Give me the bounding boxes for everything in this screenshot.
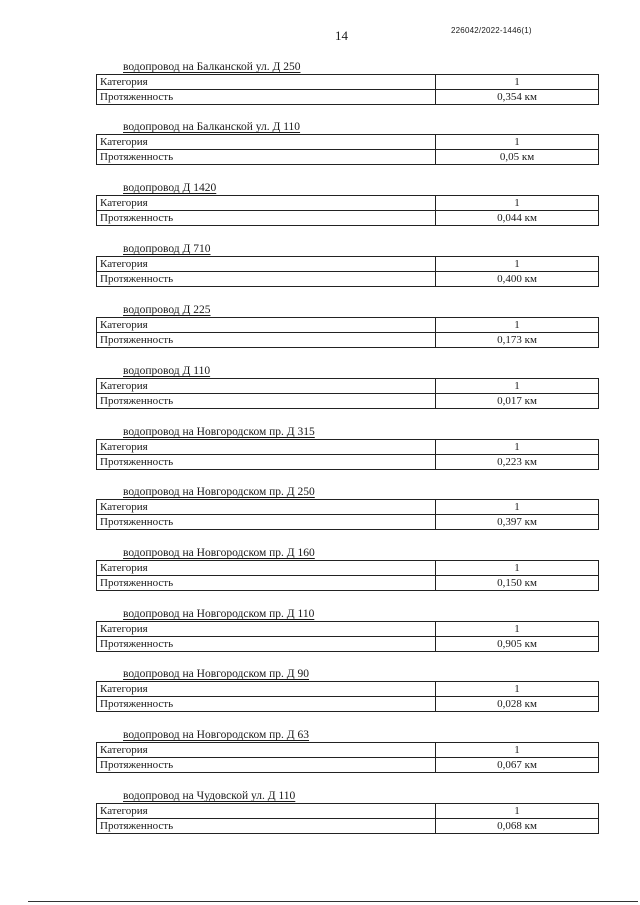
- row-value: 1: [514, 441, 520, 453]
- table-row: [97, 393, 598, 408]
- section-title: водопровод на Новгородском пр. Д 90: [123, 668, 310, 680]
- table-row: [97, 210, 598, 225]
- row-value: 0,223 км: [497, 456, 537, 468]
- property-table: [96, 499, 599, 530]
- section-title: водопровод Д 710: [123, 243, 211, 255]
- property-table: [96, 74, 599, 105]
- property-table: [96, 803, 599, 834]
- table-row: [97, 696, 598, 711]
- row-label: Протяженность: [97, 515, 436, 529]
- row-label: Протяженность: [97, 150, 436, 164]
- row-value: 1: [514, 197, 520, 209]
- row-value: 0,017 км: [497, 395, 537, 407]
- property-table: [96, 439, 599, 470]
- table-row: [97, 271, 598, 286]
- property-table: [96, 134, 599, 165]
- row-label: Протяженность: [97, 819, 436, 833]
- row-value: 0,354 км: [497, 91, 537, 103]
- property-table: [96, 621, 599, 652]
- section-title: водопровод Д 225: [123, 304, 211, 316]
- table-row: [97, 804, 598, 818]
- row-value: 0,397 км: [497, 516, 537, 528]
- property-table: [96, 256, 599, 287]
- table-row: [97, 622, 598, 636]
- row-value: 1: [514, 76, 520, 88]
- page-number: 14: [335, 28, 348, 43]
- document-code: 226042/2022-1446(1): [451, 26, 532, 35]
- row-label: Категория: [97, 257, 436, 271]
- property-table: [96, 378, 599, 409]
- row-value: 1: [514, 501, 520, 513]
- table-row: [97, 682, 598, 696]
- row-label: Категория: [97, 379, 436, 393]
- table-row: [97, 149, 598, 164]
- section-title: водопровод на Новгородском пр. Д 110: [123, 608, 315, 620]
- row-label: Протяженность: [97, 758, 436, 772]
- row-label: Протяженность: [97, 455, 436, 469]
- property-table: [96, 560, 599, 591]
- section-title: водопровод на Балканской ул. Д 110: [123, 121, 301, 133]
- row-value: 0,044 км: [497, 212, 537, 224]
- row-value: 1: [514, 562, 520, 574]
- row-value: 1: [514, 319, 520, 331]
- table-row: [97, 196, 598, 210]
- table-row: [97, 500, 598, 514]
- table-row: [97, 454, 598, 469]
- table-row: [97, 818, 598, 833]
- table-row: [97, 743, 598, 757]
- table-row: [97, 135, 598, 149]
- row-label: Категория: [97, 318, 436, 332]
- table-row: [97, 75, 598, 89]
- section-title: водопровод на Новгородском пр. Д 160: [123, 547, 315, 559]
- property-table: [96, 681, 599, 712]
- row-value: 0,905 км: [497, 638, 537, 650]
- row-value: 1: [514, 380, 520, 392]
- row-value: 1: [514, 623, 520, 635]
- table-row: [97, 575, 598, 590]
- row-value: 0,068 км: [497, 820, 537, 832]
- row-label: Категория: [97, 622, 436, 636]
- row-value: 0,150 км: [497, 577, 537, 589]
- row-label: Категория: [97, 135, 436, 149]
- property-table: [96, 317, 599, 348]
- section-title: водопровод на Чудовской ул. Д 110: [123, 790, 296, 802]
- row-label: Категория: [97, 440, 436, 454]
- table-row: [97, 379, 598, 393]
- row-label: Протяженность: [97, 394, 436, 408]
- row-label: Протяженность: [97, 637, 436, 651]
- row-value: 0,067 км: [497, 759, 537, 771]
- table-row: [97, 636, 598, 651]
- row-label: Категория: [97, 196, 436, 210]
- row-value: 1: [514, 744, 520, 756]
- table-row: [97, 757, 598, 772]
- table-row: [97, 440, 598, 454]
- row-label: Протяженность: [97, 272, 436, 286]
- row-value: 0,400 км: [497, 273, 537, 285]
- row-value: 1: [514, 258, 520, 270]
- section-title: водопровод Д 1420: [123, 182, 217, 194]
- property-table: [96, 742, 599, 773]
- row-value: 1: [514, 136, 520, 148]
- section-title: водопровод Д 110: [123, 365, 211, 377]
- table-row: [97, 332, 598, 347]
- footer-rule: [28, 901, 638, 902]
- section-title: водопровод на Новгородском пр. Д 63: [123, 729, 310, 741]
- table-row: [97, 257, 598, 271]
- row-value: 0,028 км: [497, 698, 537, 710]
- row-label: Протяженность: [97, 211, 436, 225]
- row-label: Протяженность: [97, 333, 436, 347]
- row-label: Протяженность: [97, 576, 436, 590]
- row-label: Категория: [97, 561, 436, 575]
- section-title: водопровод на Балканской ул. Д 250: [123, 61, 301, 73]
- row-label: Протяженность: [97, 90, 436, 104]
- section-title: водопровод на Новгородском пр. Д 250: [123, 486, 315, 498]
- table-row: [97, 89, 598, 104]
- row-value: 0,05 км: [499, 151, 535, 163]
- row-label: Категория: [97, 804, 436, 818]
- table-row: [97, 561, 598, 575]
- table-row: [97, 318, 598, 332]
- row-label: Категория: [97, 682, 436, 696]
- row-value: 0,173 км: [497, 334, 537, 346]
- section-title: водопровод на Новгородском пр. Д 315: [123, 426, 315, 438]
- row-label: Категория: [97, 500, 436, 514]
- row-value: 1: [514, 683, 520, 695]
- row-label: Протяженность: [97, 697, 436, 711]
- table-row: [97, 514, 598, 529]
- row-label: Категория: [97, 743, 436, 757]
- row-value: 1: [514, 805, 520, 817]
- property-table: [96, 195, 599, 226]
- row-label: Категория: [97, 75, 436, 89]
